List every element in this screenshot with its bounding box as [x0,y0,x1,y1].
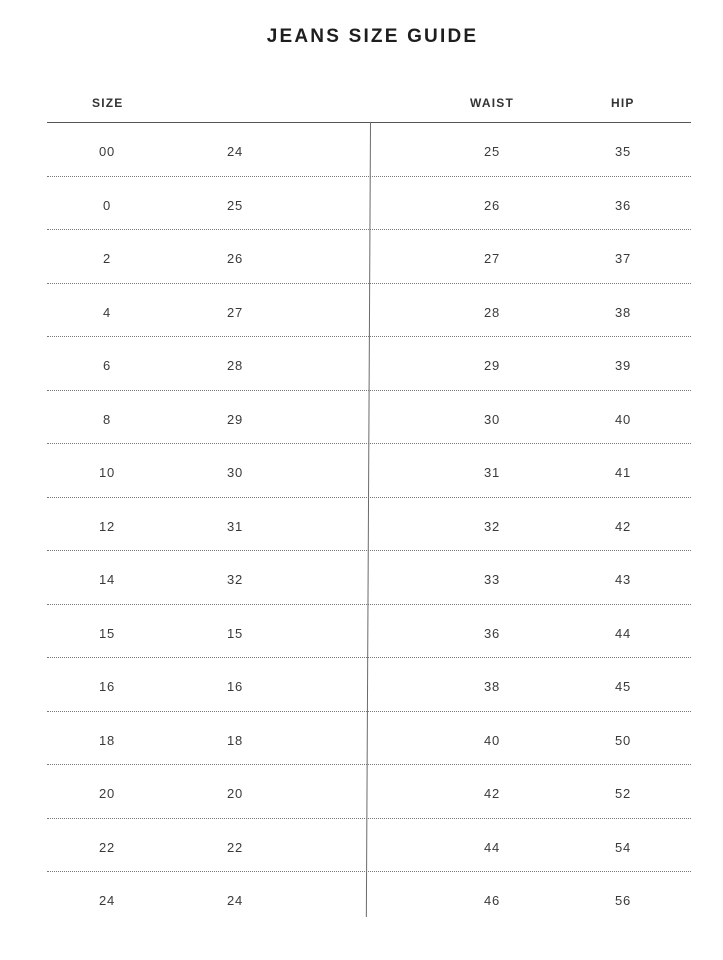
alt-size-cell: 32 [226,572,244,587]
size-table [47,123,691,926]
alt-size-cell: 15 [226,625,244,641]
table-row [47,123,691,177]
table-row [47,498,691,552]
size-cell: 16 [98,679,116,694]
alt-size-cell: 25 [226,197,244,213]
hip-cell: 36 [614,197,632,213]
size-cell: 20 [98,786,116,801]
alt-size-cell: 31 [226,518,244,534]
waist-cell: 31 [483,465,501,480]
alt-size-cell: 24 [226,144,244,159]
size-cell: 12 [98,518,116,534]
alt-size-cell: 20 [226,786,244,801]
size-cell: 14 [98,572,116,587]
hip-cell: 54 [614,839,632,855]
table-row [47,872,691,926]
waist-cell: 42 [483,786,501,801]
waist-cell: 40 [483,732,501,748]
waist-cell: 27 [483,251,501,266]
table-row [47,712,691,766]
table-row [47,230,691,284]
alt-size-cell: 24 [226,893,244,908]
alt-size-cell: 16 [226,679,244,694]
size-cell: 10 [98,465,116,480]
waist-cell: 28 [483,304,501,320]
alt-size-cell: 29 [226,411,244,427]
waist-cell: 33 [483,572,501,587]
table-row [47,284,691,338]
table-row [47,605,691,659]
hip-cell: 50 [614,732,632,748]
hip-cell: 37 [614,251,632,266]
alt-size-cell: 18 [226,732,244,748]
table-row [47,177,691,231]
hip-cell: 42 [614,518,632,534]
page-title: JEANS SIZE GUIDE [266,26,479,47]
hip-cell: 52 [614,786,632,801]
table-row [47,551,691,605]
table-row [47,765,691,819]
waist-cell: 25 [483,144,501,159]
waist-cell: 38 [483,679,501,694]
waist-cell: 30 [483,411,501,427]
table-row [47,391,691,445]
size-cell: 15 [98,625,116,641]
alt-size-cell: 22 [226,839,244,855]
table-row [47,658,691,712]
size-cell: 22 [98,839,116,855]
alt-size-cell: 26 [226,251,244,266]
hip-cell: 45 [614,679,632,694]
waist-cell: 36 [483,625,501,641]
waist-column-header: WAIST [470,96,514,110]
size-cell: 18 [98,732,116,748]
waist-cell: 26 [483,197,501,213]
size-cell: 8 [102,411,112,427]
size-cell: 4 [102,304,112,320]
size-cell: 0 [102,197,112,213]
table-row [47,819,691,873]
table-header [0,96,723,116]
size-cell: 2 [102,251,112,266]
size-cell: 6 [102,358,112,373]
hip-cell: 43 [614,572,632,587]
hip-cell: 56 [614,893,632,908]
hip-cell: 38 [614,304,632,320]
size-cell: 24 [98,893,116,908]
alt-size-cell: 28 [226,358,244,373]
hip-cell: 41 [614,465,632,480]
table-row [47,444,691,498]
alt-size-cell: 27 [226,304,244,320]
waist-cell: 32 [483,518,501,534]
hip-column-header: HIP [611,96,635,110]
size-column-header: SIZE [92,96,124,110]
hip-cell: 39 [614,358,632,373]
hip-cell: 35 [614,144,632,159]
table-row [47,337,691,391]
hip-cell: 40 [614,411,632,427]
size-cell: 00 [98,144,116,159]
waist-cell: 46 [483,893,501,908]
alt-size-cell: 30 [226,465,244,480]
waist-cell: 29 [483,358,501,373]
waist-cell: 44 [483,839,501,855]
hip-cell: 44 [614,625,632,641]
